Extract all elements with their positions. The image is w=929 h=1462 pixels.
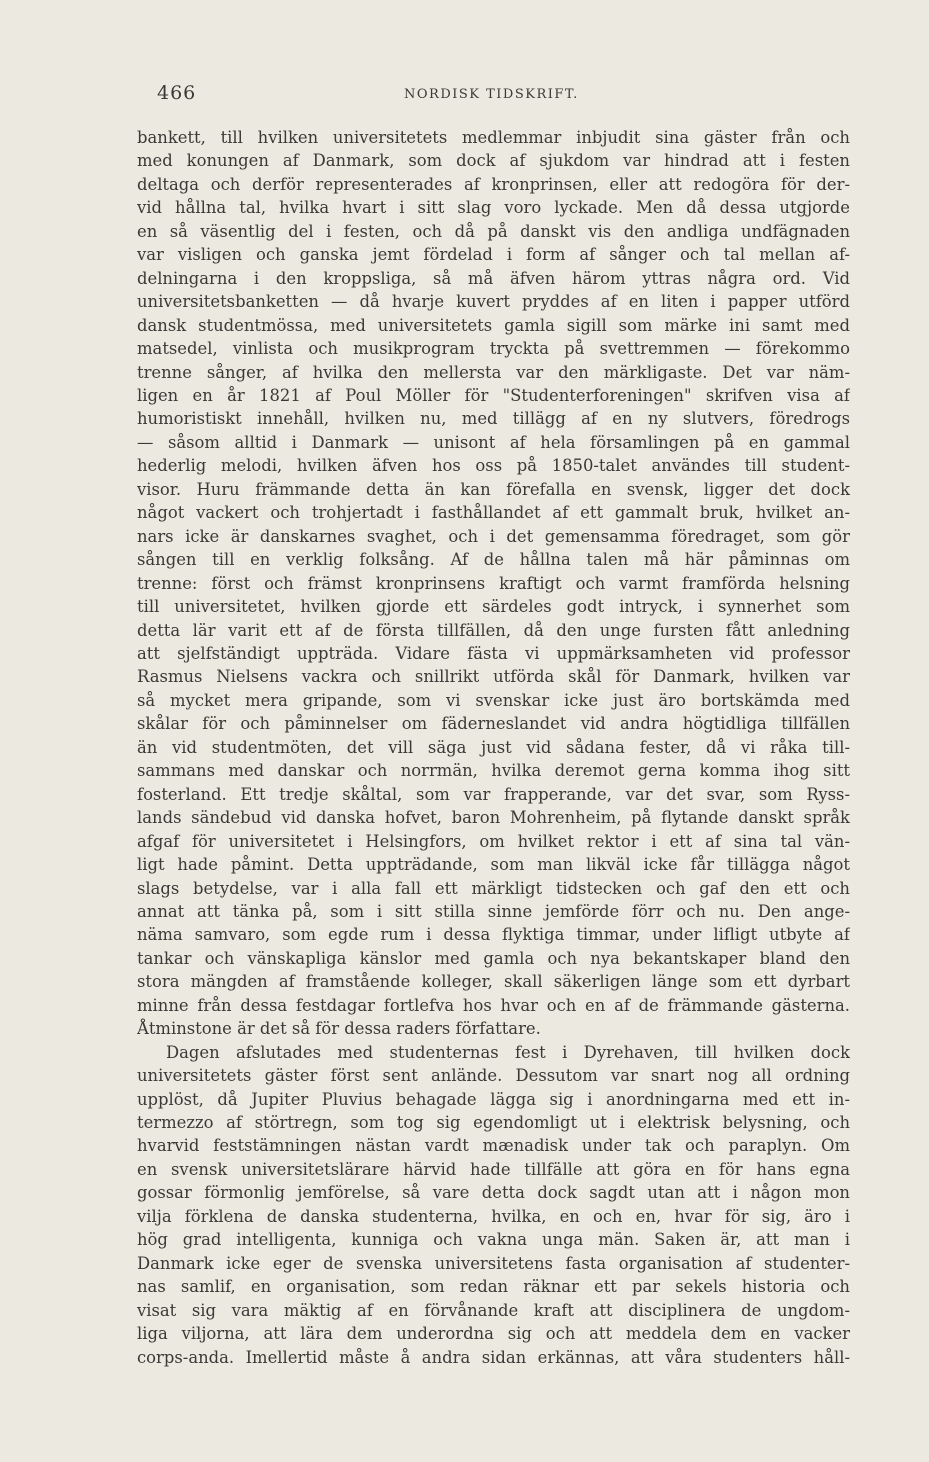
text-line: Åtminstone är det så för dessa raders författare. — [137, 1019, 541, 1039]
running-head: NORDISK TIDSKRIFT. — [404, 87, 579, 102]
text-line: deltaga och derför representerades af kronprinsen, eller att redogöra för der- — [137, 174, 850, 194]
text-line: så mycket mera gripande, som vi svenskar icke just äro bortskämda med — [137, 690, 850, 710]
text-line: näma samvaro, som egde rum i dessa flyktiga timmar, under lifligt utbyte af — [137, 925, 850, 945]
text-line: ligt hade påmint. Detta uppträdande, som man likväl icke får tillägga något — [137, 855, 850, 875]
text-line: delningarna i den kroppsliga, så må äfven härom yttras några ord. Vid — [137, 268, 850, 288]
text-line: detta lär varit ett af de första tillfällen, då den unge fursten fått anledning — [137, 620, 850, 640]
text-line: termezzo af störtregn, som tog sig egendomligt ut i elektrisk belysning, och — [137, 1113, 850, 1133]
text-line: visat sig vara mäktig af en förvånande kraft att disciplinera de ungdom- — [137, 1300, 850, 1320]
text-line: lands sändebud vid danska hofvet, baron Mohrenheim, på flytande danskt språk — [137, 808, 850, 828]
text-line: gossar förmonlig jemförelse, så vare detta dock sagdt utan att i någon mon — [137, 1183, 850, 1203]
text-line: humoristiskt innehåll, hvilken nu, med tillägg af en ny slutvers, föredrogs — [137, 409, 850, 429]
text-line: att sjelfständigt uppträda. Vidare fästa vi uppmärksamheten vid professor — [137, 643, 850, 663]
text-line: stora mängden af framstående kolleger, skall säkerligen länge som ett dyrbart — [137, 972, 850, 992]
text-line: liga viljorna, att lära dem underordna sig och att meddela dem en vacker — [137, 1324, 850, 1344]
text-line: var visligen och ganska jemt fördelad i form af sånger och tal mellan af- — [137, 245, 850, 265]
text-line: något vackert och trohjertadt i fasthållandet af ett gammalt bruk, hvilket an- — [137, 503, 850, 523]
body-text — [137, 126, 850, 1369]
text-line: med konungen af Danmark, som dock af sjukdom var hindrad att i festen — [137, 151, 850, 171]
text-line: upplöst, då Jupiter Pluvius behagade lägga sig i anordningarna med ett in- — [137, 1089, 850, 1109]
text-line: fosterland. Ett tredje skåltal, som var frapperande, var det svar, som Ryss- — [137, 784, 850, 804]
text-line: corps-anda. Imellertid måste å andra sidan erkännas, att våra studenters håll- — [137, 1347, 850, 1367]
text-line: minne från dessa festdagar fortlefva hos hvar och en af de främmande gästerna. — [137, 995, 850, 1015]
text-line: bankett, till hvilken universitetets medlemmar inbjudit sina gäster från och — [137, 128, 850, 147]
page-number: 466 — [157, 82, 197, 104]
text-line: trenne sånger, af hvilka den mellersta var den märkligaste. Det var näm- — [137, 362, 850, 382]
page-header — [0, 82, 929, 112]
text-line: slags betydelse, var i alla fall ett märkligt tidstecken och gaf den ett och — [137, 878, 850, 898]
text-line: skålar för och påminnelser om fäderneslandet vid andra högtidliga tillfällen — [137, 714, 850, 734]
text-line: sammans med danskar och norrmän, hvilka deremot gerna komma ihog sitt — [137, 761, 850, 781]
text-line: nars icke är danskarnes svaghet, och i det gemensamma föredraget, som gör — [137, 526, 850, 546]
text-line: sången till en verklig folksång. Af de hållna talen må här påminnas om — [137, 550, 850, 570]
text-line: visor. Huru främmande detta än kan förefalla en svensk, ligger det dock — [137, 479, 850, 499]
text-line: vilja förklena de danska studenterna, hvilka, en och en, hvar för sig, äro i — [137, 1206, 850, 1226]
text-line: hög grad intelligenta, kunniga och vakna unga män. Saken är, att man i — [137, 1230, 850, 1250]
text-line: annat att tänka på, som i sitt stilla sinne jemförde förr och nu. Den ange- — [137, 901, 850, 921]
text-line: hvarvid feststämningen nästan vardt mænadisk under tak och paraplyn. Om — [137, 1136, 850, 1156]
text-line: dansk studentmössa, med universitetets gamla sigill som märke ini samt med — [137, 315, 850, 335]
text-line: universitetsbanketten — då hvarje kuvert pryddes af en liten i papper utförd — [137, 292, 850, 312]
text-line: Dagen afslutades med studenternas fest i Dyrehaven, till hvilken dock — [166, 1042, 850, 1062]
text-line: nas samlif, en organisation, som redan räknar ett par sekels historia och — [137, 1277, 850, 1297]
text-line: vid hållna tal, hvilka hvart i sitt slag voro lyckade. Men då dessa utgjorde — [137, 198, 850, 218]
text-line: Danmark icke eger de svenska universitetens fasta organisation af studenter- — [137, 1253, 850, 1273]
text-line: än vid studentmöten, det vill säga just vid sådana fester, då vi råka till- — [137, 737, 850, 757]
text-line: — såsom alltid i Danmark — unisont af hela församlingen på en gammal — [137, 432, 850, 452]
text-line: Rasmus Nielsens vackra och snillrikt utförda skål för Danmark, hvilken var — [137, 667, 850, 687]
text-line: till universitetet, hvilken gjorde ett särdeles godt intryck, i synnerhet som — [137, 597, 850, 617]
text-line: afgaf för universitetet i Helsingfors, om hvilket rektor i ett af sina tal vän- — [137, 831, 850, 851]
text-line: hederlig melodi, hvilken äfven hos oss på 1850-talet användes till student- — [137, 456, 850, 476]
text-line: matsedel, vinlista och musikprogram tryckta på svettremmen — förekommo — [137, 339, 850, 359]
text-line: en så väsentlig del i festen, och då på danskt vis den andliga undfägnaden — [137, 221, 850, 241]
text-line: ligen en år 1821 af Poul Möller för "Studenterforeningen" skrifven visa af — [137, 385, 850, 405]
text-line: universitetets gäster först sent anlände. Dessutom var snart nog all ordning — [137, 1066, 850, 1086]
text-line: tankar och vänskapliga känslor med gamla och nya bekantskaper bland den — [137, 948, 850, 968]
text-line: trenne: först och främst kronprinsens kraftigt och varmt framförda helsning — [137, 573, 850, 593]
text-line: en svensk universitetslärare härvid hade tillfälle att göra en för hans egna — [137, 1159, 850, 1179]
